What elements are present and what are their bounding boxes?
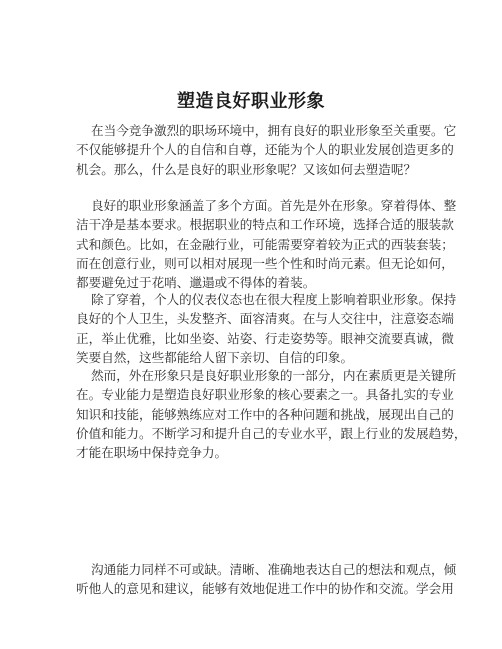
paragraph-line: 然而，外在形象只是良好职业形象的一部分，内在素质更是关键所 [91, 368, 457, 383]
paragraph-line: 良好的个人卫生，头发整齐、面容清爽。在与人交往中，注意姿态端 [76, 311, 454, 327]
paragraph-line: 在。专业能力是塑造良好职业形象的核心要素之一。具备扎实的专业 [76, 387, 454, 403]
paragraph-line: 知识和技能，能够熟练应对工作中的各种问题和挑战，展现出自己的 [76, 406, 454, 422]
paragraph-5 [76, 560, 457, 599]
paragraph-line: 才能在职场中保持竞争力。 [76, 445, 228, 461]
paragraph-2 [76, 196, 457, 292]
paragraph-line: 式和颜色。比如，在金融行业，可能需要穿着较为正式的西装套装； [76, 236, 454, 252]
paragraph-line: 沟通能力同样不可或缺。清晰、准确地表达自己的想法和观点，倾 [91, 562, 457, 577]
paragraph-1 [76, 121, 457, 179]
paragraph-line: 而在创意行业，则可以相对展现一些个性和时尚元素。但无论如何， [76, 255, 454, 271]
paragraph-line: 笑要自然，这些都能给人留下亲切、自信的印象。 [76, 349, 354, 365]
paragraph-3 [76, 290, 457, 367]
paragraph-line: 在当今竞争激烈的职场环境中，拥有良好的职业形象至关重要。它 [91, 123, 457, 138]
paragraph-line: 听他人的意见和建议，能够有效地促进工作中的协作和交流。学会用 [76, 581, 454, 597]
paragraph-line: 不仅能够提升个人的自信和自尊，还能为个人的职业发展创造更多的 [76, 142, 454, 158]
paragraph-line: 机会。那么，什么是良好的职业形象呢？又该如何去塑造呢？ [76, 161, 417, 177]
paragraph-line: 良好的职业形象涵盖了多个方面。首先是外在形象。穿着得体、整 [91, 198, 457, 213]
document-title: 塑造良好职业形象 [177, 91, 325, 112]
paragraph-line: 价值和能力。不断学习和提升自己的专业水平，跟上行业的发展趋势， [76, 425, 467, 441]
paragraph-line: 都要避免过于花哨、邋遢或不得体的着装。 [76, 275, 316, 291]
paragraph-4 [76, 366, 467, 462]
paragraph-line: 除了穿着，个人的仪表仪态也在很大程度上影响着职业形象。保持 [91, 292, 457, 307]
paragraph-line: 洁干净是基本要求。根据职业的特点和工作环境，选择合适的服装款 [76, 217, 454, 233]
paragraph-line: 正，举止优雅，比如坐姿、站姿、行走姿势等。眼神交流要真诚，微 [76, 330, 454, 346]
